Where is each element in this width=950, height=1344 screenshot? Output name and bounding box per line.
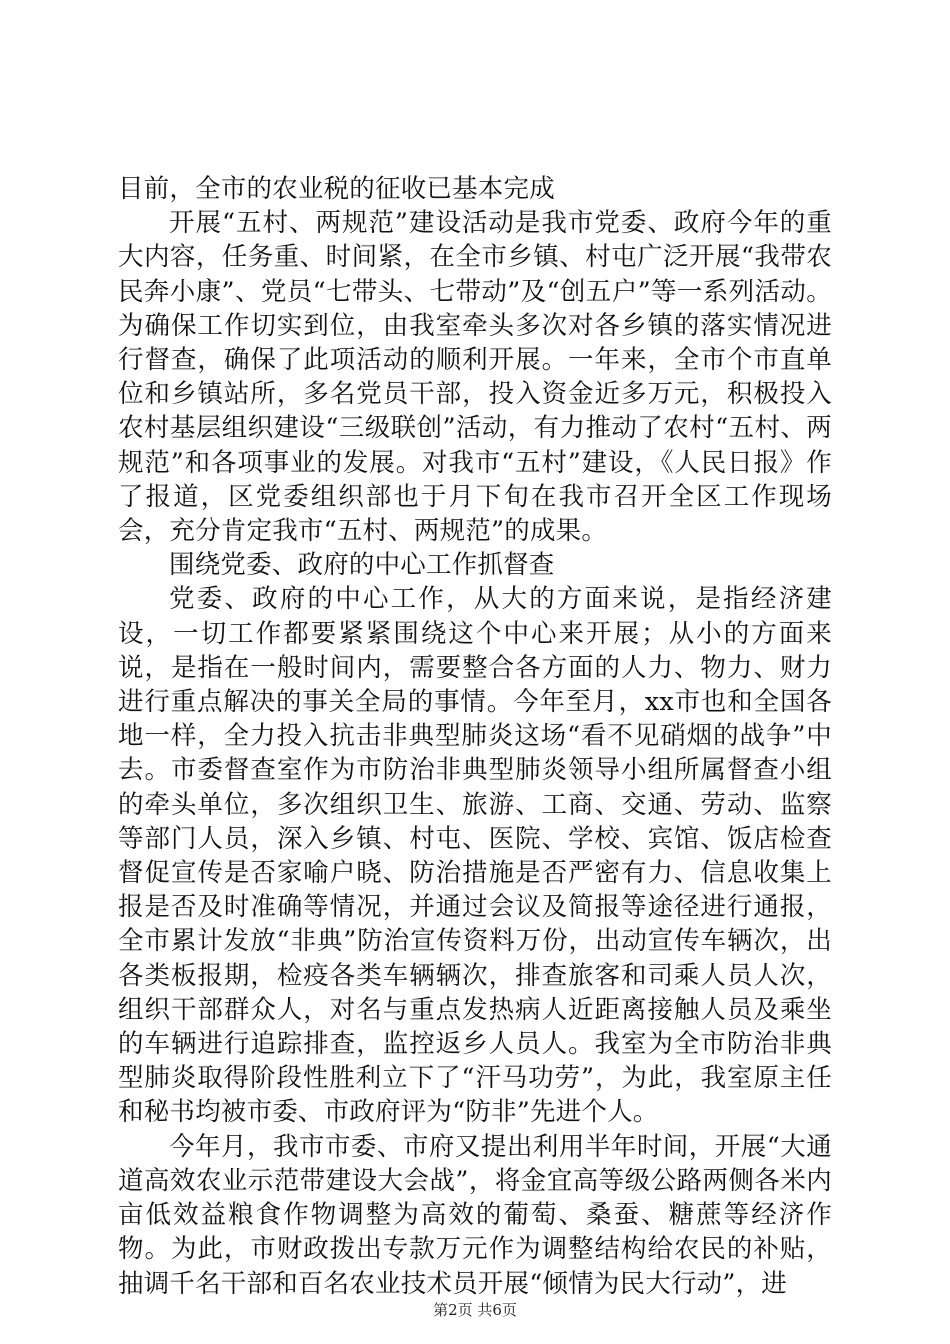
section-heading: 围绕党委、政府的中心工作抓督查 <box>169 550 555 581</box>
page-footer: 第2页 共6页 <box>433 1301 517 1319</box>
paragraph-1: 目前，全市的农业税的征收已基本完成 <box>118 174 555 204</box>
paragraph-4: 今年月，我市市委、市府又提出利用半年时间，开展“大通道高效农业示范带建设大会战”，将金宜高等级公路两侧各米内亩低效益粮食作物调整为高效的葡萄、桑蚕、糖蔗等经济作物。为此，市财政拨出专款万元作为调整结构给农民的补贴，抽调千名干部和百名农业技术员开展“倾情为民大行动”，进 <box>118 1131 832 1299</box>
paragraph-2: 开展“五村、两规范”建设活动是我市党委、政府今年的重大内容，任务重、时间紧，在全市乡镇、村屯广泛开展“我带农民奔小康”、党员“七带头、七带动”及“创五户”等一系列活动。为确保工作切实到位，由我室牵头多次对各乡镇的落实情况进行督查，确保了此项活动的顺利开展。一年来，全市个市直单位和乡镇站所，多名党员干部，投入资金近多万元，积极投入农村基层组织建设“三级联创”活动，有力推动了农村“五村、两规范”和各项事业的发展。对我市“五村”建设，《人民日报》作了报道，区党委组织部也于月下旬在我市召开全区工作现场会，充分肯定我市“五村、两规范”的成果。 <box>118 208 832 547</box>
document-body <box>118 172 832 1301</box>
paragraph-3: 党委、政府的中心工作，从大的方面来说，是指经济建设，一切工作都要紧紧围绕这个中心来开展；从小的方面来说，是指在一般时间内，需要整合各方面的人力、物力、财力进行重点解决的事关全局的事情。今年至月，xx市也和全国各地一样，全力投入抗击非典型肺炎这场“看不见硝烟的战争”中去。市委督查室作为市防治非典型肺炎领导小组所属督查小组的牵头单位，多次组织卫生、旅游、工商、交通、劳动、监察等部门人员，深入乡镇、村屯、医院、学校、宾馆、饭店检查督促宣传是否家喻户晓、防治措施是否严密有力、信息收集上报是否及时准确等情况，并通过会议及简报等途径进行通报，全市累计发放“非典”防治宣传资料万份，出动宣传车辆次，出各类板报期，检疫各类车辆辆次，排查旅客和司乘人员人次，组织干部群众人，对名与重点发热病人近距离接触人员及乘坐的车辆进行追踪排查，监控返乡人员人。我室为全市防治非典型肺炎取得阶段性胜利立下了“汗马功劳”，为此，我室原主任和秘书均被市委、市政府评为“防非”先进个人。 <box>118 584 832 1128</box>
